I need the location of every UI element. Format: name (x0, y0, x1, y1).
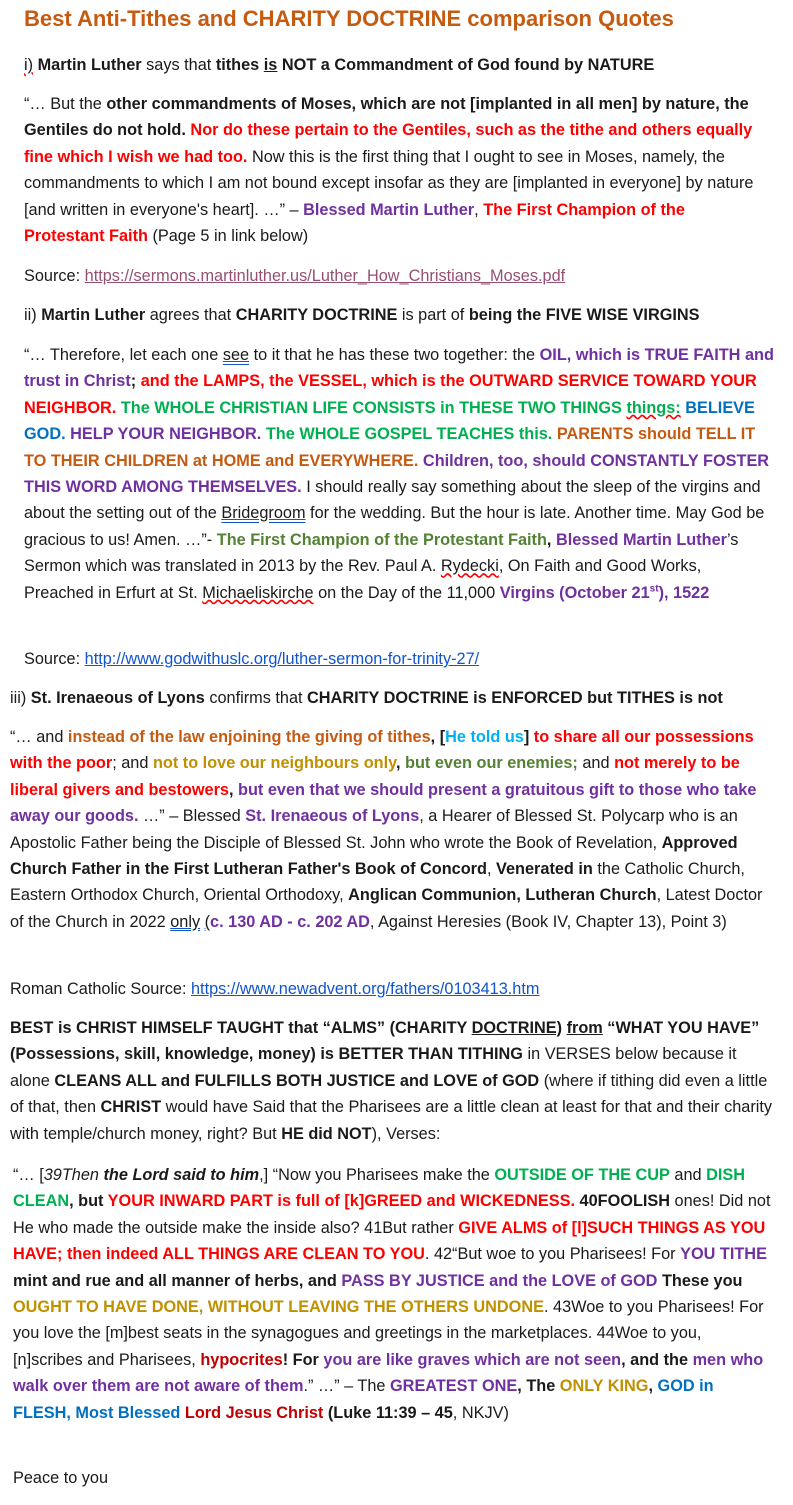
q4-e: OUTSIDE OF THE CUP (494, 1166, 670, 1184)
q1-g: The First Champion of the Protestant Faith (24, 200, 685, 246)
section-1-heading (24, 52, 774, 78)
q3-w: , Latest Doctor of the Church in 2022 (10, 886, 763, 931)
q4-x: men who walk over them are not aware of them (13, 1350, 764, 1396)
q4-b: 39Then (43, 1166, 104, 1184)
q2-h: HELP YOUR NEIGHBOR. (65, 425, 262, 444)
q2-n: The First Champion of the Protestant Faith (216, 530, 547, 549)
q3-i: , (395, 754, 406, 773)
section-1-who: Martin Luther (37, 56, 142, 74)
section-1-quote (24, 91, 769, 249)
intro-i: HE did NOT (281, 1124, 372, 1143)
section-2-number: ii) (24, 306, 42, 324)
q4-w: , and the (621, 1350, 693, 1369)
q3-h: not to love our neighbours only (152, 754, 396, 773)
q2-u: ), 1522 (658, 583, 710, 602)
q2-b: to it that he has these two together: the (249, 346, 540, 364)
q4-z4: GOD in FLESH, Most Blessed (13, 1377, 714, 1422)
q3-y: c. 130 AD - c. 202 AD (210, 912, 370, 931)
q3-paren: ( (204, 912, 211, 931)
section-1-tithes: tithes (215, 56, 260, 74)
q4-y: .” …” – The (303, 1377, 391, 1396)
intro-c: “WHAT YOU HAVE” (Possessions, skill, knowledge, money) is BETTER THAN TITHING (10, 1019, 760, 1064)
section-2-text2: is part of (397, 306, 469, 324)
section-3-heading (10, 685, 780, 711)
q2-p: Blessed Martin Luther (555, 530, 727, 549)
q4-z1: , The (517, 1377, 560, 1396)
section-1-rest: NOT a Commandment of God found by NATURE (277, 56, 655, 74)
q2-r: , On Faith and Good Works, Preached in Erfurt at St. (24, 557, 702, 602)
section-2-heading (24, 302, 779, 328)
q4-z8: , NKJV) (452, 1403, 509, 1422)
intro-j: ), Verses: (371, 1124, 441, 1143)
q2-bridegroom: Bridegroom (221, 504, 306, 523)
section-3-who: St. Irenaeous of Lyons (30, 689, 205, 707)
q4-z: GREATEST ONE (390, 1377, 518, 1396)
source-1-label: Source: (24, 267, 85, 285)
q2-michaeliskirche: Michaeliskirche (202, 583, 314, 602)
q1-f: , (474, 200, 484, 219)
q3-t: Venerated in (496, 860, 593, 879)
q2-see: see (222, 346, 250, 364)
q3-r: Approved Church Father in the First Lutheran Father's Book of Concord (10, 833, 738, 879)
q4-m: . 42“But woe to you Pharisees! For (424, 1245, 681, 1264)
q3-b: instead of the law enjoining the giving of tithes (67, 728, 431, 746)
section-1-is: is (263, 56, 278, 74)
section-1-number: i) (24, 56, 34, 74)
q3-e: ] (523, 728, 534, 746)
q4-f: and (669, 1166, 707, 1184)
q1-c: Nor do these pertain to the Gentiles, such as the tithe and others equally fine which I wish we had too. (24, 121, 753, 166)
q4-j: 40FOOLISH (575, 1192, 671, 1211)
q4-a: “… [ (13, 1166, 44, 1184)
page-title: Best Anti-Tithes and CHARITY DOCTRINE comparison Quotes (24, 6, 674, 31)
intro-doctrine: DOCTRINE) (471, 1019, 563, 1037)
section-1-source (24, 263, 774, 289)
q4-n: YOU TITHE (680, 1245, 767, 1264)
source-3-label: Roman Catholic Source: (10, 980, 191, 998)
q3-k: and (577, 754, 615, 773)
intro-a: BEST is CHRIST HIMSELF TAUGHT that “ALMS” (CHARITY (10, 1019, 472, 1037)
source-1-link[interactable]: https://sermons.martinluther.us/Luther_How_Christians_Moses.pdf (84, 267, 566, 285)
q3-p: St. Irenaeous of Lyons (245, 807, 420, 826)
q3-o: …” – Blessed (138, 807, 246, 826)
q4-g: DISH CLEAN (13, 1166, 745, 1211)
q2-d: ; (130, 372, 141, 391)
q2-q: ’s Sermon which was translated in 2013 by the Rev. Paul A. (24, 530, 739, 576)
q2-j: PARENTS should TELL IT TO THEIR CHILDREN at HOME and EVERYWHERE. (24, 425, 756, 470)
q1-e: Blessed Martin Luther (303, 200, 475, 219)
q2-a: “… Therefore, let each one (24, 346, 223, 364)
source-3-link[interactable]: https://www.newadvent.org/fathers/0103413.htm (191, 980, 540, 998)
q3-d: He told us (445, 728, 524, 746)
intro-f: (where if tithing did even a little of that, then (10, 1071, 768, 1117)
section-2-text: agrees that (145, 306, 236, 324)
section-3-rest: CHARITY DOCTRINE is ENFORCED but TITHES is not (307, 689, 723, 707)
q4-o: mint and rue and all manner of herbs, and (13, 1271, 342, 1290)
q4-p: PASS BY JUSTICE and the LOVE of GOD (341, 1271, 658, 1290)
section-4-intro (10, 1015, 775, 1147)
q3-z: , Against Heresies (Book IV, Chapter 13), Point 3) (369, 912, 727, 931)
q3-j: but even our enemies; (405, 754, 578, 773)
source-2-link[interactable]: http://www.godwithuslc.org/luther-sermon-for-trinity-27/ (84, 650, 480, 668)
intro-h: would have Said that the Pharisees are a little clean at least for that and their charity with temple/church money, right? But (10, 1098, 773, 1143)
q2-c: OIL, which is TRUE FAITH and trust in Christ (24, 346, 774, 391)
q3-only: only (170, 912, 201, 931)
q2-t: Virgins (October 21 (499, 583, 650, 602)
source-2-label: Source: (24, 650, 85, 668)
q4-h: , but (69, 1192, 108, 1211)
section-2-rest: being the FIVE WISE VIRGINS (468, 306, 700, 324)
q4-r: OUGHT TO HAVE DONE, WITHOUT LEAVING THE OTHERS UNDONE (13, 1298, 544, 1317)
q4-z7: (Luke 11:39 – 45 (323, 1403, 453, 1422)
section-2-who: Martin Luther (41, 306, 146, 324)
q2-m: for the wedding. But the hour is late. Another time. May God be gracious to us! Amen. …”- (24, 504, 765, 549)
q2-st: st (649, 583, 659, 595)
q3-a: “… and (10, 728, 68, 746)
section-2-doctrine: CHARITY DOCTRINE (235, 306, 398, 324)
section-3-quote (10, 724, 772, 935)
section-2-source (24, 646, 774, 672)
section-2-quote (24, 342, 774, 606)
q4-z2: ONLY KING (559, 1377, 649, 1396)
q4-d: ,] “Now you Pharisees make the (259, 1166, 495, 1184)
section-3-text: confirms that (204, 689, 308, 707)
q4-s: . 43Woe to you Pharisees! For you love the [m]best seats in the synagogues and greetings in the marketplaces. 44Woe to you, [n]scribes and Pharisees, (13, 1298, 764, 1369)
section-3-source (10, 976, 780, 1002)
q4-c: the Lord said to him (103, 1166, 260, 1184)
q3-v: Anglican Communion, Lutheran Church (348, 886, 657, 905)
intro-from: from (566, 1019, 603, 1037)
q3-n: but even that we should present a gratuitous gift to those who take away our goods. (10, 780, 757, 826)
q2-o: , (546, 530, 556, 549)
q3-s: , (486, 860, 497, 879)
q2-k: Children, too, should CONSTANTLY FOSTER THIS WORD AMONG THEMSELVES. (24, 451, 770, 497)
q3-c: , [ (430, 728, 446, 746)
q2-i: The WHOLE GOSPEL TEACHES this. (261, 425, 553, 444)
q3-f: to share all our possessions with the poor (10, 728, 754, 773)
q2-things: things: (626, 398, 681, 417)
q2-s: on the Day of the 11,000 (313, 583, 500, 602)
intro-d: in VERSES below because it alone (10, 1045, 737, 1090)
q2-f: The WHOLE CHRISTIAN LIFE CONSISTS in THESE TWO THINGS (116, 398, 627, 417)
q1-b: other commandments of Moses, which are not [implanted in all men] by nature, the Gentiles do not hold. (24, 95, 749, 140)
q4-v: you are like graves which are not seen (323, 1350, 622, 1369)
closing-line: Peace to you (13, 1469, 109, 1487)
q2-rydecki: Rydecki (440, 557, 499, 576)
q2-g: BELIEVE GOD. (24, 398, 755, 444)
q4-i: YOUR INWARD PART is full of [k]GREED and WICKEDNESS. (107, 1192, 576, 1211)
section-1-text: says that (141, 56, 216, 74)
q4-t: hypocrites (200, 1350, 283, 1369)
section-4-quote (13, 1162, 775, 1426)
q1-a: “… But the (24, 95, 107, 113)
intro-e: CLEANS ALL and FULFILLS BOTH JUSTICE and LOVE of GOD (54, 1071, 540, 1090)
q4-q: These you (657, 1271, 743, 1290)
q1-d: Now this is the first thing that I ought to see in Moses, namely, the commandments to which I am not bound except insofar as they are [implanted in everyone] by nature [and written in everyone's heart]. …” – (24, 147, 754, 219)
q4-z6: Lord Jesus Christ (184, 1403, 324, 1422)
q2-e: and the LAMPS, the VESSEL, which is the OUTWARD SERVICE TOWARD YOUR NEIGHBOR. (24, 372, 757, 417)
q4-u: ! For (282, 1350, 324, 1369)
q4-z3: , (648, 1377, 658, 1396)
q4-l: GIVE ALMS of [l]SUCH THINGS AS YOU HAVE; then indeed ALL THINGS ARE CLEAN TO YOU (13, 1218, 766, 1264)
q1-h: (Page 5 in link below) (147, 227, 309, 246)
section-3-number: iii) (10, 689, 31, 707)
q4-k: ones! Did not He who made the outside make the inside also? 41But rather (13, 1192, 771, 1237)
q2-l: I should really say something about the sleep of the virgins and about the setting out of the (24, 478, 761, 523)
intro-g: CHRIST (100, 1098, 162, 1117)
q3-g: ; and (112, 754, 153, 773)
q3-q: , a Hearer of Blessed St. Polycarp who is an Apostolic Father being the Disciple of Blessed St. John who wrote the Book of Revelation, (10, 807, 738, 852)
q3-m: , (228, 780, 239, 799)
q3-l: not merely to be liberal givers and bestowers (10, 754, 740, 799)
q3-u: the Catholic Church, Eastern Orthodox Church, Oriental Orthodoxy, (10, 860, 745, 905)
